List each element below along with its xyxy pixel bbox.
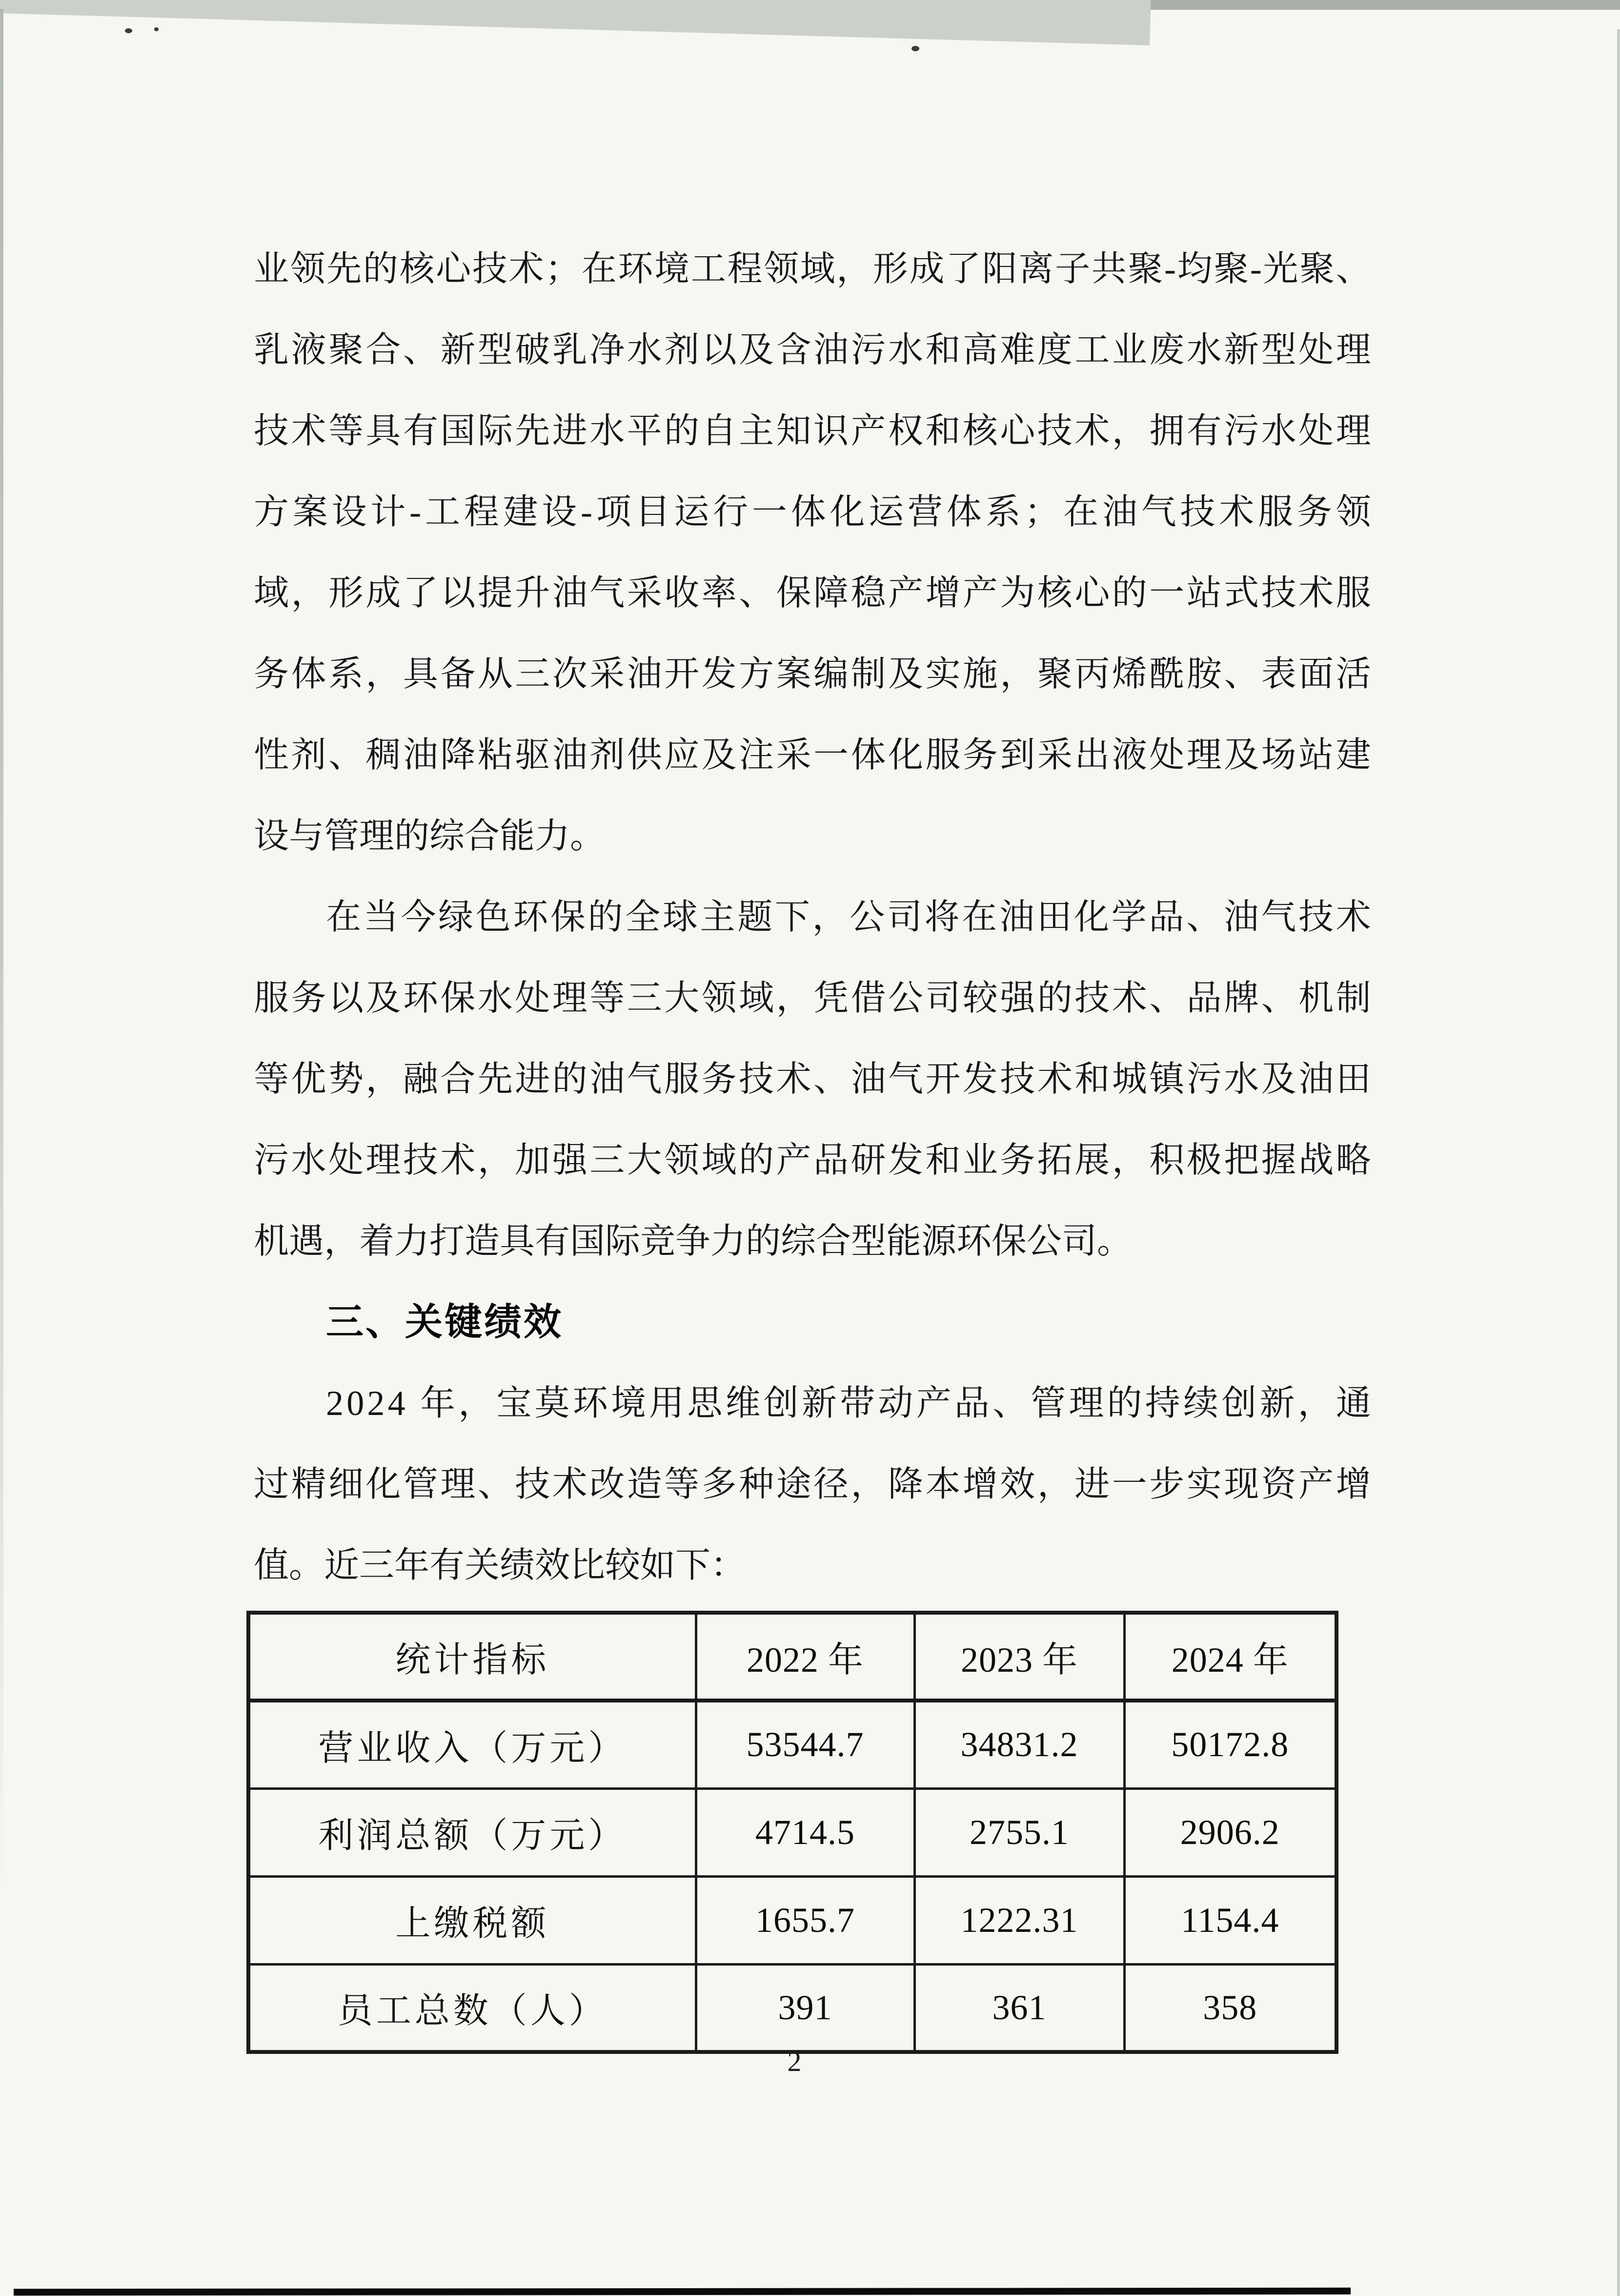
table-value: 2906.2 <box>1124 1788 1336 1876</box>
row-label: 营业收入（万元） <box>248 1701 696 1788</box>
performance-table <box>246 1611 1338 2054</box>
paragraph-line: 等 优 势 ， 融 合 先 进 的 油 气 服 务 技 术 、 油 气 开 发 技 术 和 城 镇 污 水 及 油 田 <box>254 1060 1371 1099</box>
table-header-cell: 2024 年 <box>1124 1613 1336 1701</box>
paragraph-line: 性 剂 、 稠 油 降 粘 驱 油 剂 供 应 及 注 采 一 体 化 服 务 到 采 出 液 处 理 及 场 站 建 <box>254 736 1371 775</box>
row-label: 上缴税额 <box>248 1876 696 1964</box>
paragraph-line: 乳 液 聚 合 、 新 型 破 乳 净 水 剂 以 及 含 油 污 水 和 高 难 度 工 业 废 水 新 型 处 理 <box>254 330 1371 369</box>
section-heading: 三、关键绩效 <box>326 1301 563 1343</box>
row-label: 员工总数（人） <box>248 1964 696 2052</box>
table-value: 4714.5 <box>696 1788 914 1876</box>
paragraph-line: 业 领 先 的 核 心 技 术 ； 在 环 境 工 程 领 域 ， 形 成 了 阳 离 子 共 聚 - 均 聚 - 光 聚 、 <box>254 249 1371 288</box>
paragraph-line: 方 案 设 计 - 工 程 建 设 - 项 目 运 行 一 体 化 运 营 体 系 ； 在 油 气 技 术 服 务 领 <box>254 492 1371 532</box>
row-label: 利润总额（万元） <box>248 1788 696 1876</box>
table-value: 53544.7 <box>696 1701 914 1788</box>
table-header-cell: 统计指标 <box>248 1613 696 1701</box>
table-value: 361 <box>914 1964 1124 2052</box>
table-value: 1655.7 <box>696 1876 914 1964</box>
body-text <box>254 228 1371 1606</box>
table-header-cell: 2023 年 <box>914 1613 1124 1701</box>
table-value: 358 <box>1124 1964 1336 2052</box>
table-value: 2755.1 <box>914 1788 1124 1876</box>
scan-artifact-left-edge <box>0 9 3 2108</box>
paragraph-line: 在 当 今 绿 色 环 保 的 全 球 主 题 下 ， 公 司 将 在 油 田 化 学 品 、 油 气 技 术 <box>326 898 1371 937</box>
scan-speck <box>154 27 159 31</box>
table-value: 1222.31 <box>914 1876 1124 1964</box>
table-value: 34831.2 <box>914 1701 1124 1788</box>
paragraph-line: 服 务 以 及 环 保 水 处 理 等 三 大 领 域 ， 凭 借 公 司 较 强 的 技 术 、 品 牌 、 机 制 <box>254 979 1371 1018</box>
paragraph-line: 值。近三年有关绩效比较如下： <box>254 1546 746 1585</box>
page-number: 2 <box>787 2046 802 2077</box>
paragraph-line: 设与管理的综合能力。 <box>254 817 606 856</box>
scan-artifact-right-edge <box>1617 29 1620 2296</box>
paragraph-line: 机遇，着力打造具有国际竞争力的综合型能源环保公司。 <box>254 1222 1133 1261</box>
table-header-cell: 2022 年 <box>696 1613 914 1701</box>
table-value: 1154.4 <box>1124 1876 1336 1964</box>
table-row <box>248 1788 1336 1876</box>
paragraph-line: 技 术 等 具 有 国 际 先 进 水 平 的 自 主 知 识 产 权 和 核 心 技 术 ， 拥 有 污 水 处 理 <box>254 411 1371 451</box>
paragraph-line: 域 ， 形 成 了 以 提 升 油 气 采 收 率 、 保 障 稳 产 增 产 为 核 心 的 一 站 式 技 术 服 <box>254 574 1371 613</box>
table-header-row <box>248 1613 1336 1701</box>
table-row <box>248 1876 1336 1964</box>
scan-artifact-top-wedge <box>0 0 1151 45</box>
paragraph-line: 过 精 细 化 管 理 、 技 术 改 造 等 多 种 途 径 ， 降 本 增 效 ， 进 一 步 实 现 资 产 增 <box>254 1465 1371 1504</box>
paragraph-line: 务 体 系 ， 具 备 从 三 次 采 油 开 发 方 案 编 制 及 实 施 ， 聚 丙 烯 酰 胺 、 表 面 活 <box>254 655 1371 694</box>
paragraph-line: 2 0 2 4 年 ， 宝 莫 环 境 用 思 维 创 新 带 动 产 品 、 管 理 的 持 续 创 新 ， 通 <box>326 1384 1371 1423</box>
scan-speck <box>911 46 919 51</box>
paragraph-line: 污 水 处 理 技 术 ， 加 强 三 大 领 域 的 产 品 研 发 和 业 务 拓 展 ， 积 极 把 握 战 略 <box>254 1141 1371 1180</box>
scan-artifact-bottom-strip <box>14 2288 1351 2296</box>
scan-speck <box>125 28 132 33</box>
table-value: 50172.8 <box>1124 1701 1336 1788</box>
table-value: 391 <box>696 1964 914 2052</box>
table-row <box>248 1964 1336 2052</box>
table-row <box>248 1701 1336 1788</box>
